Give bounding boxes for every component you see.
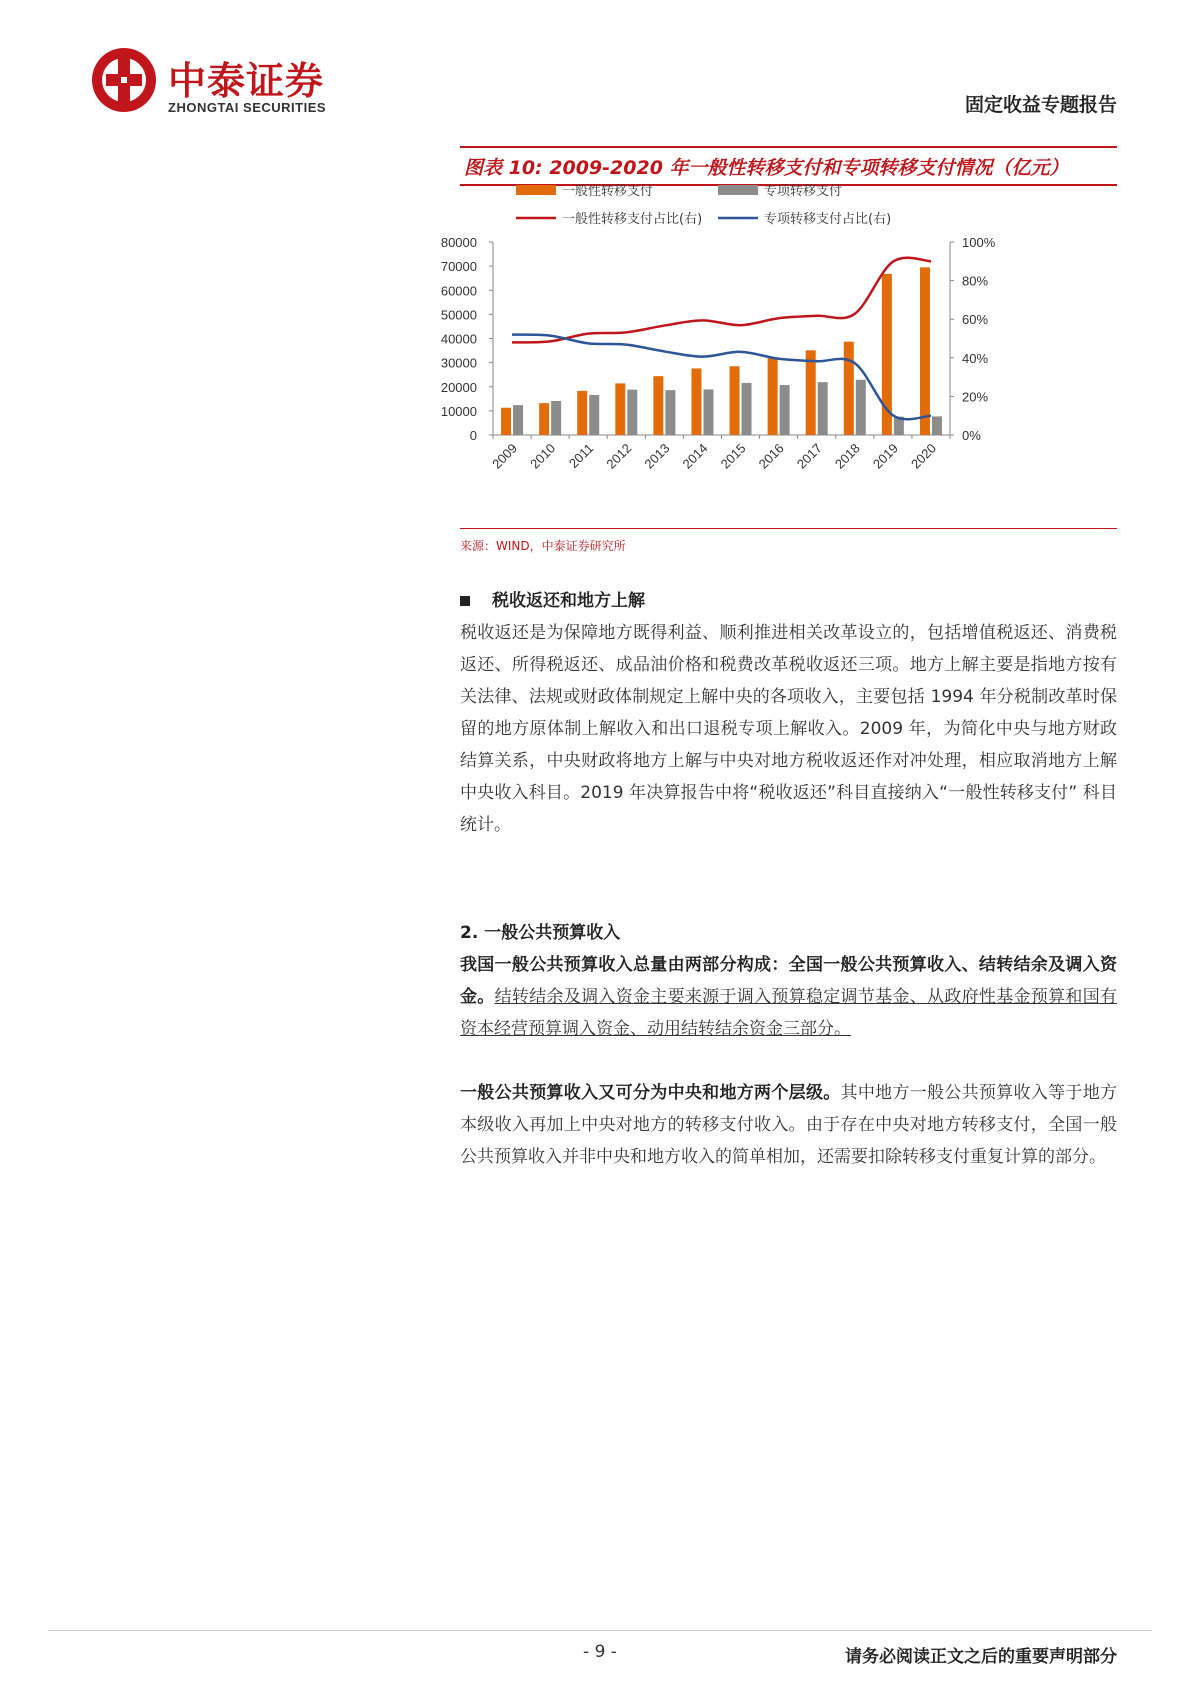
- x-tick-label: 2015: [717, 440, 749, 472]
- x-tick-label: 2011: [565, 440, 597, 471]
- footer-disclaimer: 请务必阅读正文之后的重要声明部分: [845, 1647, 1117, 1667]
- bar-special-2012: [627, 390, 637, 435]
- paragraph-budget-levels: [460, 1077, 1117, 1173]
- figure-title: 图表 10: 2009-2020 年一般性转移支付和专项转移支付情况（亿元）: [464, 157, 1069, 179]
- figure-source: 来源：WIND，中泰证券研究所: [460, 539, 626, 553]
- section-heading-tax-return: [460, 586, 1117, 611]
- bar-general-2016: [768, 358, 778, 435]
- footer-divider: [48, 1630, 1152, 1631]
- x-tick-label: 2017: [793, 440, 825, 472]
- page-number: - 9 -: [583, 1642, 617, 1662]
- x-tick-label: 2018: [831, 440, 863, 472]
- x-tick-label: 2016: [755, 440, 787, 472]
- company-name-cn: 中泰证券: [168, 59, 325, 103]
- y-tick-label-right: 40%: [962, 350, 989, 366]
- x-tick-label: 2014: [679, 440, 711, 472]
- y-tick-label-left: 50000: [440, 307, 477, 323]
- line-special-share: [512, 335, 931, 420]
- legend-swatch-2: [718, 185, 758, 195]
- bar-general-2015: [730, 366, 740, 435]
- company-name-en: ZHONGTAI SECURITIES: [168, 100, 327, 115]
- x-tick-label: 2019: [869, 440, 901, 472]
- paragraph-tax-return: 税收返还是为保障地方既得利益、顺利推进相关改革设立的，包括增值税返还、消费税返还、所得税返还、成品油价格和税费改革税收返还三项。地方上解主要是指地方按有关法律、法规或财政体制规定上解中央的各项收入，主要包括 1994 年分税制改革时保留的地方原体制上解收入和出口退税专项上解收入。2009 年，为简化中央与地方财政结算关系，中央财政将地方上解与中央对地方税收返还作对冲处理，相应取消地方上解中央收入科目。2019 年决算报告中将“税收返还”科目直接纳入“一般性转移支付” 科目统计。: [460, 623, 1117, 835]
- chart-axes: [441, 235, 996, 472]
- section-heading-general-budget: 2. 一般公共预算收入: [460, 923, 621, 943]
- y-tick-label-left: 70000: [440, 259, 477, 275]
- line-general-share: [512, 258, 931, 343]
- x-tick-label: 2009: [489, 440, 521, 472]
- legend-label-3: 一般性转移支付占比(右): [562, 212, 703, 227]
- y-tick-label-right: 100%: [962, 235, 996, 250]
- bar-special-2018: [856, 380, 866, 435]
- bar-general-2010: [539, 403, 549, 435]
- bar-special-2009: [513, 405, 523, 435]
- zhongtai-logo-icon: [88, 44, 160, 116]
- underlined-text: 结转结余及调入资金主要来源于调入预算稳定调节基金、从政府性基金预算和国有资本经营预算调入资金、动用结转结余资金三部分。: [460, 987, 1118, 1039]
- transfer-payment-chart: [440, 184, 1117, 525]
- y-tick-label-left: 80000: [440, 235, 477, 250]
- bar-special-2011: [589, 395, 599, 435]
- bar-special-2016: [780, 385, 790, 435]
- y-tick-label-right: 60%: [962, 312, 989, 328]
- chart-lines: [512, 258, 931, 420]
- bar-special-2013: [665, 390, 675, 435]
- y-tick-label-left: 30000: [440, 355, 477, 371]
- body-text: 其中地方一般公共预算收入等于地方本级收入再加上中央对地方的转移支付收入。由于存在中央对地方转移支付，全国一般公共预算收入并非中央和地方收入的简单相加，还需要扣除转移支付重复计算的部分。: [460, 1083, 1118, 1167]
- y-tick-label-right: 80%: [962, 273, 989, 289]
- chart-bars: [501, 267, 942, 435]
- company-logo: [88, 44, 388, 124]
- y-tick-label-left: 20000: [440, 379, 477, 395]
- legend-label-1: 一般性转移支付: [562, 184, 654, 199]
- x-tick-label: 2010: [527, 440, 559, 472]
- bar-general-2013: [653, 376, 663, 435]
- bar-general-2020: [920, 267, 930, 435]
- bar-general-2017: [806, 350, 816, 435]
- bar-special-2014: [703, 389, 713, 435]
- x-tick-label: 2013: [641, 440, 673, 472]
- figure-title-bar: [460, 146, 1117, 186]
- bullet-square-icon: [460, 596, 470, 606]
- y-tick-label-right: 0%: [962, 428, 981, 443]
- y-tick-label-left: 40000: [440, 331, 477, 347]
- bar-general-2014: [691, 368, 701, 435]
- bold-lead: 我国一般公共预算收入总量由两部分构成：全国一般公共预算收入、结转结余及调入资金。: [460, 955, 1117, 1007]
- bar-special-2017: [818, 382, 828, 435]
- source-divider: [460, 528, 1117, 529]
- x-tick-label: 2012: [603, 440, 635, 472]
- paragraph-budget-composition: [460, 949, 1117, 1045]
- y-tick-label-left: 0: [469, 428, 477, 443]
- bar-general-2011: [577, 391, 587, 435]
- bar-general-2012: [615, 383, 625, 435]
- heading-text: 税收返还和地方上解: [492, 591, 645, 611]
- section-tax-return: [460, 586, 1117, 841]
- y-tick-label-left: 10000: [440, 403, 477, 419]
- report-type: 固定收益专题报告: [964, 94, 1117, 116]
- legend-label-4: 专项转移支付占比(右): [764, 212, 892, 227]
- chart-legend: [516, 183, 891, 227]
- bar-general-2009: [501, 408, 511, 435]
- y-tick-label-left: 60000: [440, 283, 477, 299]
- bar-special-2020: [932, 416, 942, 435]
- y-tick-label-right: 20%: [962, 389, 989, 405]
- x-tick-label: 2020: [908, 440, 940, 472]
- bar-special-2015: [742, 383, 752, 435]
- bar-general-2018: [844, 342, 854, 435]
- section-general-budget: [460, 918, 1117, 1173]
- legend-label-2: 专项转移支付: [764, 184, 843, 199]
- legend-swatch-1: [516, 185, 556, 195]
- bold-lead: 一般公共预算收入又可分为中央和地方两个层级。: [460, 1083, 841, 1103]
- bar-special-2010: [551, 401, 561, 435]
